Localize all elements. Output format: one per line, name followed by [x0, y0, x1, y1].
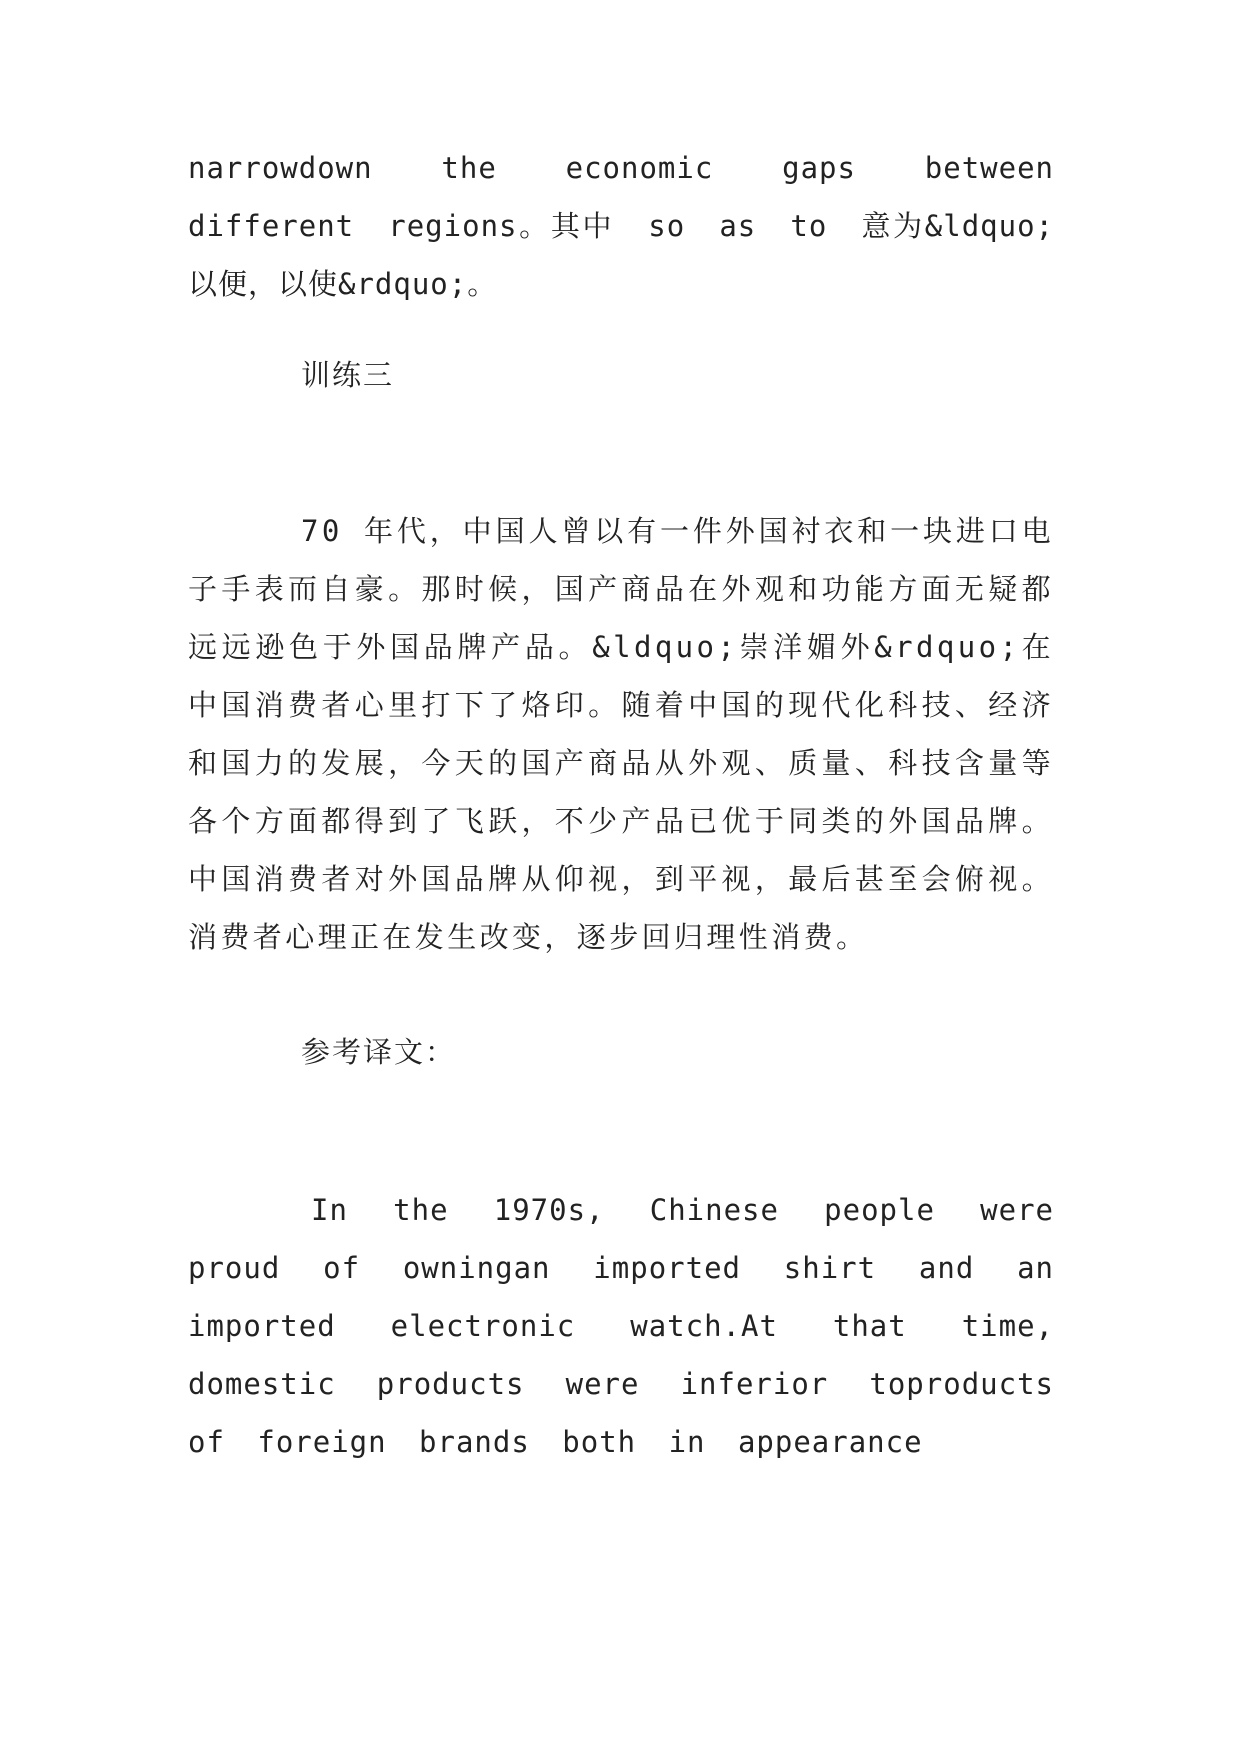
heading-exercise-three: 训练三: [301, 358, 395, 392]
translation-paragraph: In the 1970s, Chinese people were proud of owningan imported shirt and an imported electronic watch.At that time, domestic products were inferior toproducts of foreign brands both in appearance: [188, 1193, 1054, 1459]
paragraph-continuation: narrowdown the economic gaps between different regions。其中 so as to 意为&ldquo;以便，以使&rdquo;。: [188, 151, 1054, 301]
heading-reference-translation: 参考译文：: [301, 1035, 457, 1069]
source-paragraph: 70 年代，中国人曾以有一件外国衬衣和一块进口电子手表而自豪。那时候，国产商品在外观和功能方面无疑都远远逊色于外国品牌产品。&ldquo;崇洋媚外&rdquo;在中国消费者心里打下了烙印。随着中国的现代化科技、经济和国力的发展，今天的国产商品从外观、质量、科技含量等各个方面都得到了飞跃，不少产品已优于同类的外国品牌。中国消费者对外国品牌从仰视，到平视，最后甚至会俯视。消费者心理正在发生改变，逐步回归理性消费。: [188, 514, 1054, 954]
